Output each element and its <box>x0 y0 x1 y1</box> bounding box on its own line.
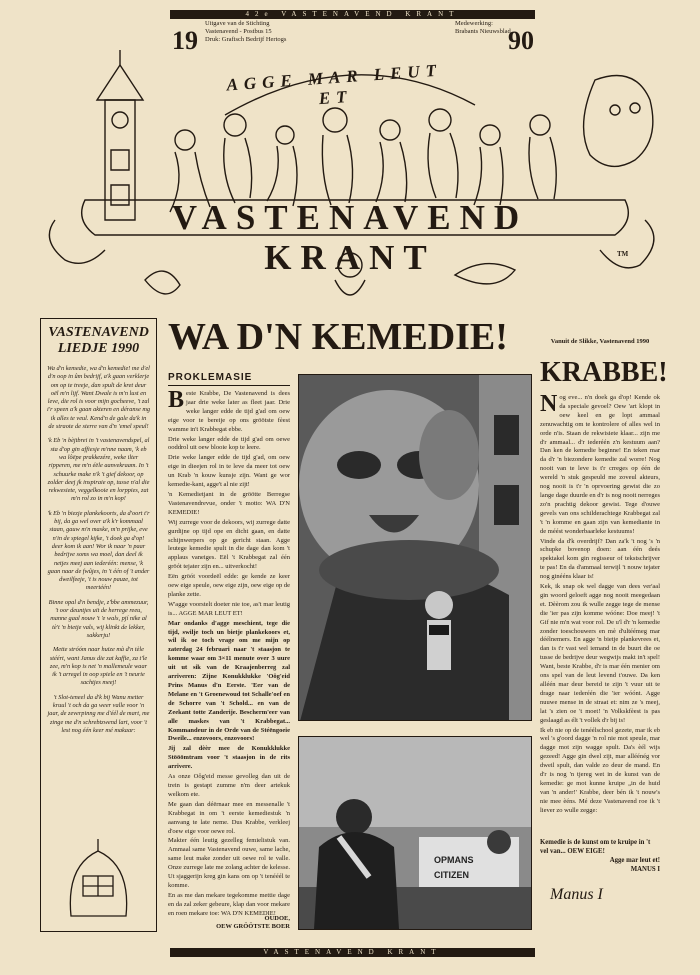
cooperation-line: Medewerking: <box>455 20 493 27</box>
song-header-line2: LIEDJE 1990 <box>57 341 140 356</box>
photo-sign-2: CITIZEN <box>434 870 469 880</box>
krabbe-paragraph: og eve... n'n doek ga d'op! Kende ok da speciale gevoel? Oew 'art klopt in oew keel en ge lopt ammaal zenuwachtig om te kontrolere of alles wel in orde n'is. Staan de rekwisiete klaar... zijn me d'r ammaal... d'r iederéén z'n kestuum aan? Dan ken de kemedie beginne! En teken mar da d'r 'n biezondere kemedie zal worre! Nog nooit van te leve is t'r crreges op één de wereld 'n stuk gespeuld me zoveul akteurs, nog nooit is t'r 'n oprvoering gewist die zo lange dage duurde en d'r is nog nooit nerreges zo'n prachtig dekoor gewist. Tege d'ouwe gevels van ons schilderachtege Krabbegat zal 't 'n komme en gaan zijn van kemediante in de méést wonderbaarleke kestuums! <box>540 394 660 535</box>
main-headline: WA D'N KEMEDIE! <box>168 316 508 358</box>
proklemasie-paragraph: Makter één leutig gezelleg femielistuk van. Ammaal same Vastenavend ouwe, same lache, same leut make zonder uit oewe rol te valle. Onze zurrege late me zolang achter de kelesse. Ut sjaggerijn kreg gin kans om op 't tenééél te komme. <box>168 837 290 889</box>
proklemasie-paragraph: Drie weke langer edde de tijd g'ad om oewe ooddrol uit oew blooie kop te leere. <box>168 435 290 452</box>
proklemasie-paragraph: En as me dan mekare tegekomme mettie dage en da zal zeker gebeure, klap dan voor mekare en roep mekare toe: WA D'N KEMEDIE! <box>168 891 290 915</box>
proklemasie-dropcap: B <box>168 390 185 413</box>
proklemasie-paragraph: As onze Oôg'eid messe gevolleg dan uit de trein is gestapt zumme n'm deer artekuk welkom ete. <box>168 773 290 798</box>
krabbe-sign1: Agge mar leut et! <box>609 857 660 864</box>
proklemasie-paragraph: Eën gröót voordeël edde: ge kende ze keer oew eige speule, oew eige zijn, oew eige op de planke zette. <box>168 573 290 598</box>
top-band: 42e VASTENAVEND KRANT <box>170 10 535 19</box>
cooperation-line: Brabants Nieuwsblad <box>455 28 511 35</box>
proklemasie-paragraph: Drie weke langer edde de tijd g'ad, om oew eige in dieejen rol in te leve da meer tot oew un Krab 'n kouw kunsje zijn. Want ge wor kemedie-kant, agge't al nie zijt! <box>168 454 290 489</box>
song-verse: Binne opal d'n bendje, z'bbe ammezuur, 't oor deuntjes uit de herrege reeu, manne gaal nouw 't 'e wals, pjí nike al tè't 'n bietje vals, wij klinkt de lekker, sakkerju! <box>48 598 149 639</box>
song-verse: 'k Eb 'n biezje plankekoorts, da d'oort t'r bij, da ga wel over a'k k'r kommaal staan, gauw m'n maske, m'n prijke, eve n'in de spiegel kijke, 't doek ga d'op! deer kom ik aan! Wor ik naar 'n paar bedrijve soms wa moel, dan deel ik netjes meej aan iederéén: mense, 'k gaan naar de fwûjes, in 't één of 't ander dweilfeeje, 't is nouw pauze, tot meertéén! <box>47 509 150 592</box>
photo-street-parade <box>298 736 532 930</box>
krabbe-closing: Kemedie is de kunst om te kruipe in 't vel van... OEW EIGE! <box>540 839 651 855</box>
photo-sign-1: OPMANS <box>434 855 474 865</box>
photo-float-drawing <box>299 375 531 720</box>
krabbe-header: KRABBE! <box>540 357 668 388</box>
song-verse: Mette stróóm naar huize mà d'n tèle stéért, want Janus die zat kaffie, za t'le zee, m'n kop is net 'n mallemeule waar ik 't arregel in oop spiele en 't neurie sachtjes meej! <box>49 646 148 687</box>
year-right: 90 <box>508 26 534 55</box>
publisher-line: Vastenavend - Postbus 15 <box>205 28 272 35</box>
proklemasie-sign1: OUDOE, <box>264 915 290 922</box>
publisher-line: Uitgave van de Stichting <box>205 20 270 27</box>
proklemasie-paragraph: Mar ondanks d'agge meschient, tege die tijd, swilje toch un bietje plankekoors et, wil ik oe toch vrage om me mijn op zaterdag 24 februari naar 't staasjon te komme waar om 3×11 menute over 3 uure uit ut sik van de Kraajenberreg zal arriveren: Zijne Konukklukke 'Oôg'eid Prins Manus d'n Eerste. 'Eer van de Melane en 't Groenewoud tot Schalle'oef en de Schorre van 't Schold... en van de Zeekant totte Zanderije. Bescherm'eer van alle maskes van 't Krabbegat... Kommandeur in de Orde van de Stéëngoeie Dweile... enzovoors, enzovoors! <box>168 619 290 743</box>
song-box <box>40 318 157 932</box>
proklemasie-column <box>168 372 290 932</box>
song-header-line1: VASTENAVEND <box>48 325 149 340</box>
proklemasie-paragraph: Jij zal dèèr mee de Konukklukke Stööömtram voor 't staasjon in de rits arrivere. <box>168 745 290 771</box>
photo-parade-drawing <box>299 737 531 929</box>
motto: AGGE MAR LEUT ET <box>225 60 443 109</box>
proklemasie-body <box>168 390 290 915</box>
bottom-band: VASTENAVEND KRANT <box>170 948 535 957</box>
song-verses <box>41 365 156 735</box>
proklemasie-paragraph: Wij zurrege voor de dekoors, wij zurrege datte gurdijne op tijd ope en dicht gaan, en datte schijnwerpers op ge gericht staan. Agge leutege kemedie spult in die dage dan kom 't applaus vaneiges. Eël 't Krabbegat zal één gröót tejater zijn en... uitverkocht! <box>168 518 290 571</box>
krabbe-paragraph: Vinde da d'k overdrijf? Dan za'k 't nog 's 'n schupke bovenop doen: aan één deés spektakel kom gin regisseur of tekstschrijver te pas! En da d'ammaal terwijl 't nouw tejater nog ginééns klaar is! <box>540 537 660 581</box>
proklemasie-sign2: OEW GRÖÖTSTE BOER <box>216 923 290 930</box>
krabbe-column <box>540 338 668 928</box>
song-verse: Wa d'n kemedie, wa d'n kemedie! me d'el d'n oop in ûm bedrijf, a'k gaan verklerje om op te treeje, dan spult de kret deur oël m'n lijf. Want Dwale is m'n lust en leve, die rol is voor mijn gocheeve, 't zal i'r speen a'k gaan akteren en déranse mg ik alles te veul. Kend'n de gale da'k in de straote de sterre van d'n 'emel speul! <box>47 365 151 431</box>
trademark-mark: TM <box>617 250 629 258</box>
krabbe-body <box>540 394 660 834</box>
handwritten-signature: Manus I <box>550 886 603 903</box>
krabbe-kicker: Vanuit de Slikke, Vastenavend 1990 <box>550 338 650 345</box>
song-verse: 'k Eb 'n bèjtbrei in 't vastenavendspel, al sta d'op gin affiesje m'nne naam, 'k eb wa lôëpe prakkezére, weke ilter ripperen, me m'n éële aanvekraam. In 't schuurke make n'k 't gief dekoor, op zolder deej jk inspiraie op, tusse n'al die rekwesiete, veggelkooie en lorppies, zat m'n rol zo in m'n kop! <box>47 437 150 503</box>
song-verse: 't Slot-teneel da d'k bij Wanu metter kruul 't och da ga weer valle voor 'n jaar, de zeverpinng me d'éél de mart, me zinge me d'n schrebtzwend lart, voor 't lest nog één keer mé makaar: <box>47 693 150 734</box>
proklemasie-header: PROKLEMASIE <box>168 372 290 386</box>
year-left: 19 <box>172 26 198 55</box>
krabbe-sign2: MANUS I <box>630 866 660 873</box>
krabbe-dropcap: N <box>540 394 558 417</box>
masthead-title: VASTENAVEND KRANT <box>171 198 529 277</box>
proklemasie-paragraph: 'n Kemedietjant in de gröötte Berregse Vastenavendrevue, onder 't motto: WA D'N KEMEDIE! <box>168 490 290 516</box>
krabbe-paragraph: Kek, ik snap ok wel dagge van dees ver'aal gin woord geloeft agge nog nooit meegedaan et. Dèèrom zou ik wulle zegge tege de mense die 'ier pas zijn komme wóóne: Doe meej! 't Gif nie m'n wat voor rol. De u'l d'r 'n kemedie zonder toeschouwers en mè d'ultéémeg mar déélnemers. En agge 'n bietje plankevrees et, dan is t'r vast wel iemand in de buurt die oe tusse de bedrijve deur wegwijs makt in't spel! Want, beste Krabbe, d'r is mar één menier om ons spel van de leut levend t'ouwe. Da ken alléén mar deur bereid te zijn 't vuur uit te drage naar iederéén die 'ier wóónt. Agge nuuwe mense in de straat et: nim ze 's meej, lat 's zien oe 't moet! 'n Volkskfèest is pas geslaagd as élt 't vollek d'r bij is! <box>540 583 660 724</box>
krabbe-paragraph: Ik eb nie op de tenéélschool gezete, mar ik eb wel 's g'oord dagge 'n rol nie mot speule, mar dagge mot zijn wagge spult. Da's èél wijs gezeed! Agge gin dwel zijt, mar alléénég vor dweil spult, dan valde zo deur de mand. En d'r is nog 'n tjereg wet in de kunst van de kemedie: ge mot kunne kruipe „in de huid van 'n ander!' Krabbe, deer bén ik 't nouw's nie mee èéns. Mé deze Vastenavend roe ik 't liever zo wulle zegge: <box>540 726 660 814</box>
proklemasie-paragraph: este Krabbe, De Vastenavend is dees jaar drie weke later as fleet jaar. Drie weke langer edde de tijd g'ad om oew eige voor te bereije op ons gröötste fèest wamme in't Krabbegat ebbe. <box>168 390 290 433</box>
publisher-line: Druk: Grafisch Bedrijf Hertogs <box>205 36 287 43</box>
photo-carnival-float <box>298 374 532 721</box>
proklemasie-paragraph: W'agge voorstelt doeter nie toe, as't mar leutig is... AGGE MAR LEUT ET! <box>168 600 290 617</box>
helmet-illustration <box>61 836 136 926</box>
proklemasie-paragraph: Me gaan dan déërnaar mee en messenalle 't Krabbegat in om 't eerste kemediestuk 'n aanvang te late neme. Dus Krabbe, verkleej d'oew eige voor oewe rol. <box>168 800 290 835</box>
